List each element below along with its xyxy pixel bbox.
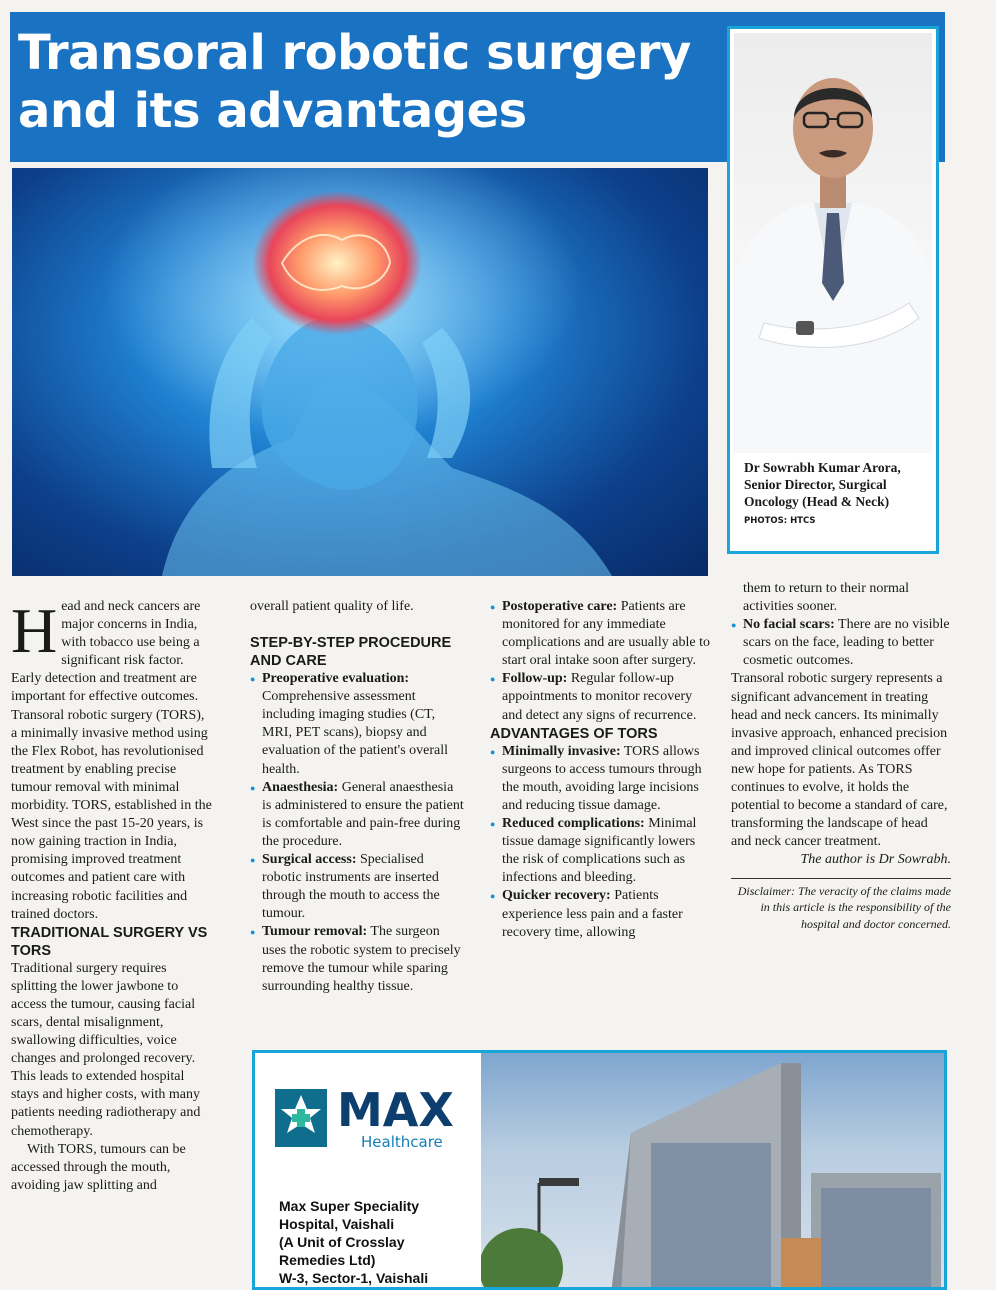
star-emblem-icon [275,1089,327,1147]
disclaimer: Disclaimer: The veracity of the claims made in this article is the responsibility of the hospital and doctor concerned. [737,883,951,931]
article-column-2 [250,598,466,996]
logo-wordmark: MAX [337,1083,454,1137]
section-heading-procedure: STEP-BY-STEP PROCEDURE AND CARE [250,635,452,670]
hospital-address: Max Super Speciality Hospital, Vaishali (A Unit of Crosslay Remedies Ltd) W-3, Sector-1, Vaishali [279,1198,429,1286]
bullet-preoperative: ● Preoperative evaluation: Comprehensive assessment including imaging studies (CT, MRI, PET scans), biopsy and evaluation of the patient's overall health. [250,670,466,779]
doctor-title: Senior Director, Surgical Oncology (Head & Neck) [744,477,890,509]
doctor-caption [744,459,934,530]
author-byline: The author is Dr Sowrabh. [800,852,951,868]
glowing-brain-figure-image [12,168,708,576]
tors-paragraph: With TORS, tumours can be accessed through the mouth, avoiding jaw splitting and [11,1141,186,1193]
headline: Transoral robotic surgery and its advantages [18,25,691,139]
article-column-3 [490,598,712,942]
photo-credit: PHOTOS: HTCS [744,516,816,526]
bullet-reduced-complications: ● Reduced complications: Minimal tissue damage significantly lowers the risk of complications such as infections and bleeding. [490,815,712,887]
drop-cap: H [11,595,58,666]
doctor-portrait [734,33,932,453]
logo-subtitle: Healthcare [361,1133,443,1151]
logo-emblem [275,1089,327,1147]
doctor-name: Dr Sowrabh Kumar Arora, [744,460,901,475]
bullet-postoperative: ● Postoperative care: Patients are monitored for any immediate complications and are usually able to start oral intake soon after surgery. [490,598,712,670]
hospital-advertisement [252,1050,947,1290]
intro-paragraph: Head and neck cancers are major concerns in India, with tobacco use being a significant risk factor. Early detection and treatment are important for effective outcomes. Transoral robotic surgery (TORS), a minimally invasive method using the Flex Robot, has revolutionised treatment by enabling precise tumour removal with minimal morbidity. TORS, established in the West since the past 15-20 years, is now gaining traction in India, promising improved treatment outcomes and patient care with increasing robotic facilities and trained doctors. [11,595,212,922]
bullet-tumour-removal: ● Tumour removal: The surgeon uses the robotic system to precisely remove the tumour while sparing surrounding healthy tissue. [250,923,466,995]
bullet-no-facial-scars: ● No facial scars: There are no visible scars on the face, leading to better cosmetic outcomes. [731,616,951,670]
bullet-surgical-access: ● Surgical access: Specialised robotic instruments are inserted through the mouth to access the tumour. [250,851,466,923]
article-column-1 [11,595,214,1195]
traditional-paragraph: Traditional surgery requires splitting the lower jawbone to access the tumour, causing facial scars, dental misalignment, swallowing difficulties, voice changes and prolonged recovery. This leads to extended hospital stays and higher costs, with many patients needing radiotherapy and chemotherapy. [11,960,201,1139]
doctor-portrait-image [734,33,932,453]
section-heading-advantages: ADVANTAGES OF TORS [490,725,658,742]
headache-illustration [12,168,708,576]
bullet-follow-up: ● Follow-up: Regular follow-up appointments to monitor recovery and detect any signs of recurrence. [490,670,712,724]
article-column-4 [731,580,951,932]
bullet-minimally-invasive: ● Minimally invasive: TORS allows surgeons to access tumours through the mouth, avoiding large incisions and reducing tissue damage. [490,743,712,815]
bullet-quicker-recovery: ● Quicker recovery: Patients experience less pain and a faster recovery time, allowing [490,887,712,941]
conclusion-paragraph: Transoral robotic surgery represents a significant advancement in treating head and neck cancers. Its minimally invasive approach, enhanced precision and improved clinical outcomes offer new hope for patients. As TORS continues to evolve, it holds the potential to become a standard of care, transforming the landscape of head and neck cancer treatment. [731,671,948,850]
divider [731,878,951,879]
hospital-building-photo [481,1053,947,1290]
continued-text: overall patient quality of life. [250,599,414,614]
bullet-anaesthesia: ● Anaesthesia: General anaesthesia is administered to ensure the patient is comfortable and pain-free during the procedure. [250,779,466,851]
continued-text: them to return to their normal activities sooner. [743,581,910,615]
doctor-profile-panel [727,26,939,554]
section-heading-traditional: TRADITIONAL SURGERY VS TORS [11,924,208,959]
hospital-building-image [481,1053,947,1290]
